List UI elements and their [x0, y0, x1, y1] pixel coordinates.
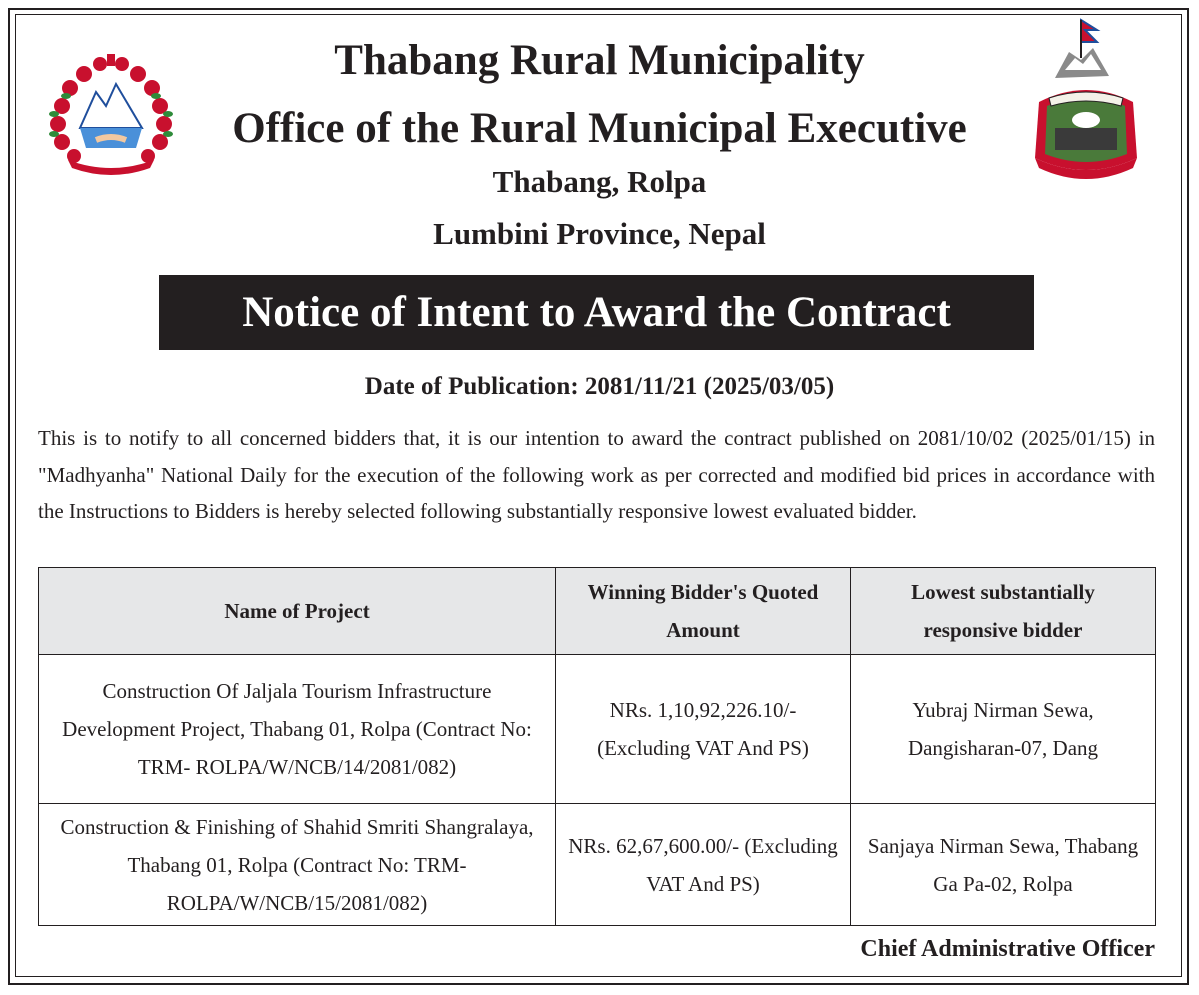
- table-row: [39, 655, 1156, 804]
- office-location: Thabang, Rolpa: [492, 164, 707, 199]
- award-table: [38, 567, 1156, 926]
- office-name: Office of the Rural Municipal Executive: [232, 105, 967, 152]
- municipality-name: Thabang Rural Municipality: [334, 37, 865, 84]
- quoted-amount-cell: NRs. 1,10,92,226.10/- (Excluding VAT And PS): [556, 655, 851, 804]
- column-header-bidder: Lowest substantially responsive bidder: [851, 568, 1156, 655]
- signature-title: Chief Administrative Officer: [860, 936, 1155, 962]
- province-country: Lumbini Province, Nepal: [433, 216, 766, 251]
- table-row: [39, 804, 1156, 926]
- notice-title-banner: Notice of Intent to Award the Contract: [159, 275, 1034, 350]
- publication-date: Date of Publication: 2081/11/21 (2025/03/05): [364, 373, 835, 400]
- column-header-project: Name of Project: [39, 568, 556, 655]
- quoted-amount-cell: NRs. 62,67,600.00/- (Excluding VAT And PS): [556, 804, 851, 926]
- project-name-cell: Construction Of Jaljala Tourism Infrastructure Development Project, Thabang 01, Rolpa (Contract No: TRM- ROLPA/W/NCB/14/2081/082): [39, 655, 556, 804]
- project-name-cell: Construction & Finishing of Shahid Smriti Shangralaya, Thabang 01, Rolpa (Contract No: TRM-ROLPA/W/NCB/15/2081/082): [39, 804, 556, 926]
- notice-body-paragraph: This is to notify to all concerned bidders that, it is our intention to award the contract published on 2081/10/02 (2025/01/15) in "Madhyanha" National Daily for the execution of the following work as per corrected and modified bid prices in accordance with the Instructions to Bidders is hereby selected following substantially responsive lowest evaluated bidder.: [38, 426, 1155, 523]
- table-header-row: [39, 568, 1156, 655]
- column-header-amount: Winning Bidder's Quoted Amount: [556, 568, 851, 655]
- bidder-cell: Yubraj Nirman Sewa, Dangisharan-07, Dang: [851, 655, 1156, 804]
- bidder-cell: Sanjaya Nirman Sewa, Thabang Ga Pa-02, Rolpa: [851, 804, 1156, 926]
